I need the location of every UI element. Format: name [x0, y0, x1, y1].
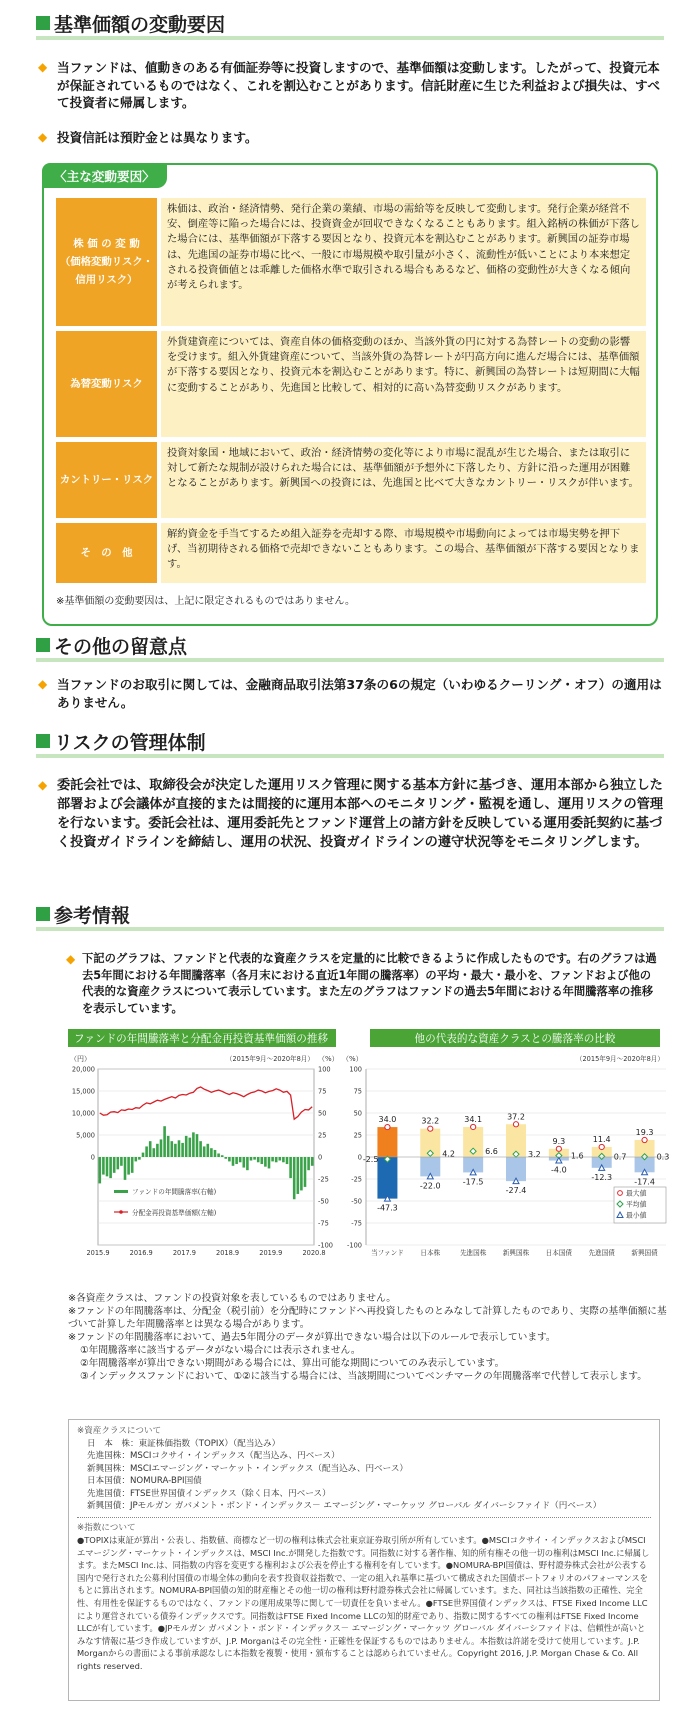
y-tick-label: 75 — [353, 1087, 362, 1096]
factor-description: 外貨建資産については、資産自体の価格変動のほか、当該外貨の円に対する為替レートの変動の影響を受けます。組入外貨建資産について、当該外貨の為替レートが円高方向に進んだ場合には、基準価額が下落する要因となり、投資元本を割込むことがあります。特に、新興国の為替レートは短期間に大幅に変動することがあり、先進国と比較して、相対的に高い為替変動リスクがあります。 — [161, 331, 646, 437]
asset-item: 日 本 株：東証株価指数（TOPIX）（配当込み） — [87, 1438, 281, 1449]
label-avg: 3.2 — [528, 1150, 541, 1160]
diamond-bullet-icon: ◆ — [38, 60, 48, 74]
right-tick-label: -75 — [318, 1219, 329, 1228]
legend-bar-label: ファンドの年間騰落率(右軸) — [132, 1188, 217, 1196]
bar-annual-return — [167, 1136, 170, 1157]
reference-notes-box — [68, 1419, 660, 1701]
marker-max — [428, 1126, 433, 1131]
footnote-1: ※各資産クラスは、ファンドの投資対象を表しているものではありません。 — [68, 1293, 396, 1304]
bar-annual-return — [264, 1157, 267, 1167]
footnote-2: ※ファンドの年間騰落率は、分配金（税引前）を分配時にファンドへ再投資したものとみなして計算したものであり、実際の基準価額に基づいて計算した年間騰落率とは異なる場合があります。 — [68, 1306, 667, 1330]
section-title-reference — [36, 899, 664, 929]
bar-annual-return — [282, 1157, 285, 1162]
bar-annual-return — [214, 1150, 217, 1157]
fluctuation-paragraph-1: ◆ 当ファンドは、値動きのある有価証券等に投資しますので、基準価額は変動します。したがって、投資元本が保証されているものではなく、これを割込むことがあります。信託財産に生じた利益および損失は、すべて投資者に帰属します。 — [38, 60, 660, 110]
right-tick-label: -100 — [318, 1241, 333, 1250]
legend-max-icon — [618, 1191, 623, 1196]
section-marker-icon — [36, 734, 50, 748]
bar-annual-return — [106, 1157, 109, 1176]
label-max: 34.0 — [378, 1115, 397, 1125]
section-marker-icon — [36, 16, 50, 30]
bar-annual-return — [192, 1132, 195, 1157]
chart-period: （2015年9月～2020年8月） — [225, 1055, 314, 1063]
label-min: -17.5 — [462, 1177, 484, 1187]
category-label: 先進国債 — [588, 1249, 615, 1257]
bar-max — [377, 1127, 397, 1157]
right-tick-label: -25 — [318, 1175, 329, 1184]
reference-intro: ◆ 下記のグラフは、ファンドと代表的な資産クラスを定量的に比較できるように作成したものです。右のグラフは過去5年間における年間騰落率（各月末における直近1年間の騰落率）の平均・最大・最小を、ファンドおよび他の代表的な資産クラスについて表示しています。また左のグラフはファンドの過去5年間における年間騰落率の推移を表示しています。 — [66, 952, 657, 1015]
chart-period: （2015年9月～2020年8月） — [575, 1055, 664, 1063]
category-label: 新興国株 — [502, 1249, 530, 1257]
factor-label: 株 価 の 変 動 （価格変動リスク・ 信用リスク） — [56, 198, 157, 326]
bar-annual-return — [307, 1157, 310, 1170]
left-axis-unit: （円） — [70, 1055, 91, 1063]
legend-min-label: 最小値 — [626, 1211, 647, 1220]
section-marker-icon — [36, 638, 50, 652]
bar-annual-return — [203, 1146, 206, 1157]
category-label: 当ファンド — [371, 1249, 404, 1257]
diamond-bullet-icon: ◆ — [38, 130, 48, 144]
legend-bar-swatch — [114, 1190, 128, 1193]
y-axis-unit: （%） — [342, 1055, 363, 1063]
x-tick-label: 2015.9 — [86, 1249, 110, 1257]
bar-annual-return — [289, 1157, 292, 1178]
bar-annual-return — [297, 1157, 300, 1194]
factor-label: そ の 他 — [56, 523, 157, 583]
section-marker-icon — [36, 907, 50, 921]
x-tick-label: 2020.8 — [302, 1249, 326, 1257]
factor-description: 解約資金を手当てするため組入証券を売却する際、市場規模や市場動向によっては市場実勢を押下げ、当初期待される価格で売却できないこともあります。この場合、基準価額が下落する要因となります。 — [161, 523, 646, 583]
marker-max — [385, 1124, 390, 1129]
factor-description: 株価は、政治・経済情勢、発行企業の業績、市場の需給等を反映して変動します。発行企業が経営不安、倒産等に陥った場合には、投資資金が回収できなくなることもあります。組入銘柄の株価が下落した場合には、基準価額が下落する要因となり、投資元本を割込むことがあります。新興国の証券市場は、先進国の証券市場に比べ、一般に市場規模や取引量が小さく、流動性が低いことにより本来想定される投資価値とは乖離した価格水準で取引される場合もあるなど、価格の変動性が大きくなる傾向が考えられます。 — [161, 198, 646, 326]
label-avg: -2.5 — [362, 1155, 379, 1165]
bar-annual-return — [225, 1157, 228, 1159]
category-label: 日本株 — [420, 1249, 441, 1257]
asset-class-heading: ※資産クラスについて — [77, 1426, 162, 1436]
section-title-risk — [36, 726, 664, 756]
label-min: -27.4 — [505, 1186, 527, 1196]
bar-annual-return — [142, 1153, 145, 1157]
label-min: -47.3 — [377, 1203, 398, 1213]
factor-row-stock — [56, 198, 646, 326]
footnote-3: ※ファンドの年間騰落率において、過去5年間分のデータが算出できない場合は以下のルールで表示しています。 — [68, 1332, 556, 1343]
index-text: ●TOPIXは東証が算出・公表し、指数値、商標など一切の権利は株式会社東京証券取引所が所有しています。●MSCIコクサイ・インデックスおよびMSCIエマージング・マーケット・インデックスは、MSCI Inc.が開発した指数です。同指数に対する著作権、知的所有権その他一切の権利はMSCI Inc.に帰属します。またMSCI Inc.は、同指数の内容を変更する権利および公表を停止する権利を有しています。●NOMURA-BPI国債は、野村證券株式会社が公表する国内で発行された公募利付国債の市場全体の動向を表す投資収益指数で、一定の組入れ基準に基づいて構成された国債ポートフォリオのパフォーマンスをもとに算出されます。NOMURA-BPI国債の知的財産権とその他一切の権利は野村證券株式会社に帰属しています。また、同社は当該指数の正確性、完全性、有用性を保証するものではなく、ファンドの運用成果等に関して一切責任を負いません。●FTSE世界国債インデックスは、FTSE Fixed Income LLCにより運営されている債券インデックスです。同指数はFTSE Fixed Income LLCの知的財産であり、指数に関するすべての権利はFTSE Fixed Income LLCが有しています。●JPモルガン ガバメント・ボンド・インデックス－ エマージング・マーケッツ グローバル ダイバーシファイドは、信頼性が高いとみなす情報に基づき作成していますが、J.P. Morganはその完全性・正確性を保証するものではありません。本指数は許諾を受けて使用しています。J.P. Morganからの書面による事前承認なしに本指数を複製・使用・頒布することは認められていません。Copyright 2016, J.P. Morgan Chase & Co. All rights reserved. — [77, 1535, 650, 1671]
right-tick-label: 0 — [318, 1153, 323, 1162]
bar-annual-return — [268, 1157, 271, 1168]
left-tick-label: 0 — [90, 1153, 95, 1162]
bar-annual-return — [109, 1157, 112, 1178]
main-factors-box — [42, 163, 658, 626]
left-chart — [68, 1049, 344, 1281]
marker-max — [599, 1144, 604, 1149]
label-min: -17.4 — [634, 1177, 655, 1187]
bar-annual-return — [156, 1144, 159, 1157]
section-title-text: 基準価額の変動要因 — [54, 13, 226, 36]
bar-annual-return — [120, 1157, 123, 1166]
bar-annual-return — [99, 1157, 102, 1183]
label-avg: 6.6 — [485, 1147, 498, 1157]
footnote-4: ①年間騰落率に該当するデータがない場合には表示されません。 — [80, 1345, 361, 1356]
section-title-text: 参考情報 — [54, 904, 131, 927]
left-tick-label: 10,000 — [71, 1109, 95, 1118]
y-tick-label: 50 — [353, 1109, 362, 1118]
bar-annual-return — [102, 1157, 105, 1175]
bar-annual-return — [228, 1157, 231, 1161]
section-title-fluctuation — [36, 8, 664, 38]
index-heading: ※指数について — [77, 1522, 136, 1533]
marker-max — [642, 1137, 647, 1142]
bar-annual-return — [261, 1157, 264, 1164]
bar-annual-return — [117, 1157, 120, 1169]
y-tick-label: -25 — [351, 1175, 362, 1184]
bar-min — [377, 1157, 397, 1199]
factor-row-other — [56, 523, 646, 583]
category-label: 先進国株 — [459, 1249, 487, 1257]
bar-annual-return — [293, 1157, 296, 1199]
footnote-6: ③インデックスファンドにおいて、①②に該当する場合には、当該期間についてベンチマークの年間騰落率で代替して表示します。 — [80, 1371, 647, 1382]
section-title-text: リスクの管理体制 — [54, 731, 206, 754]
label-avg: 4.2 — [442, 1149, 456, 1159]
bar-annual-return — [300, 1157, 303, 1190]
right-axis-unit: （%） — [318, 1055, 339, 1063]
bar-annual-return — [239, 1157, 242, 1162]
factor-label: カントリー・リスク — [56, 442, 157, 518]
bar-annual-return — [181, 1143, 184, 1157]
bar-annual-return — [279, 1157, 282, 1161]
section-title-text: その他の留意点 — [54, 635, 188, 658]
label-avg: 1.6 — [570, 1151, 584, 1161]
label-min: -4.0 — [551, 1165, 567, 1175]
bar-annual-return — [138, 1157, 141, 1160]
right-chart-title: 他の代表的な資産クラスとの騰落率の比較 — [370, 1029, 660, 1047]
legend-max-label: 最大値 — [626, 1189, 647, 1198]
bar-annual-return — [131, 1157, 134, 1173]
bar-annual-return — [257, 1157, 260, 1162]
legend-line-marker — [119, 1210, 123, 1214]
footnote-5: ②年間騰落率が算出できない期間がある場合には、算出可能な期間についてのみ表示しています。 — [80, 1358, 505, 1369]
right-chart — [340, 1049, 668, 1281]
factor-description: 投資対象国・地域において、政治・経済情勢の変化等により市場に混乱が生じた場合、または取引に対して新たな規制が設けられた場合には、基準価額が予想外に下落したり、方針に沿った運用が困難となることがあります。新興国への投資には、先進国と比べて大きなカントリー・リスクが伴います。 — [161, 442, 646, 518]
x-tick-label: 2016.9 — [129, 1249, 153, 1257]
bar-annual-return — [189, 1138, 192, 1157]
right-tick-label: 50 — [318, 1109, 327, 1118]
bar-annual-return — [232, 1157, 235, 1166]
x-tick-label: 2017.9 — [172, 1249, 196, 1257]
fluctuation-paragraph-2: ◆ 投資信託は預貯金とは異なります。 — [38, 130, 258, 145]
label-max: 19.3 — [635, 1128, 654, 1138]
legend-line-label: 分配金再投資基準価額(左軸) — [132, 1209, 217, 1217]
bar-annual-return — [221, 1155, 224, 1157]
marker-max — [513, 1122, 518, 1127]
left-tick-label: 5,000 — [76, 1131, 95, 1140]
bar-annual-return — [145, 1146, 148, 1157]
bar-annual-return — [163, 1126, 166, 1157]
category-label: 日本国債 — [545, 1249, 573, 1257]
label-max: 32.2 — [421, 1116, 440, 1126]
bar-annual-return — [304, 1157, 307, 1187]
label-avg: 0.7 — [613, 1152, 627, 1162]
bar-annual-return — [171, 1141, 174, 1157]
bar-annual-return — [253, 1157, 256, 1160]
right-tick-label: 25 — [318, 1131, 327, 1140]
left-tick-label: 15,000 — [71, 1087, 95, 1096]
x-tick-label: 2019.9 — [259, 1249, 283, 1257]
y-tick-label: 25 — [353, 1131, 362, 1140]
section-title-other — [36, 630, 664, 660]
right-tick-label: 75 — [318, 1087, 327, 1096]
asset-item: 新興国債：JPモルガン ガバメント・ボンド・インデックス－ エマージング・マーケッツ グローバル ダイバーシファイド（円ベース） — [87, 1501, 602, 1511]
diamond-bullet-icon: ◆ — [38, 677, 48, 691]
asset-item: 日本国債：NOMURA-BPI国債 — [87, 1476, 202, 1486]
label-avg: 0.3 — [656, 1152, 670, 1162]
bar-annual-return — [311, 1157, 314, 1166]
asset-item: 新興国株：MSCIエマージング・マーケット・インデックス（配当込み、円ベース） — [87, 1463, 409, 1474]
bar-annual-return — [243, 1157, 246, 1168]
y-tick-label: 0 — [357, 1153, 362, 1162]
label-min: -12.3 — [591, 1172, 613, 1182]
left-tick-label: 20,000 — [71, 1065, 95, 1074]
bar-annual-return — [113, 1157, 116, 1173]
bar-annual-return — [124, 1157, 127, 1180]
category-label: 新興国債 — [631, 1249, 658, 1257]
left-chart-title: ファンドの年間騰落率と分配金再投資基準価額の推移 — [68, 1029, 336, 1047]
bar-annual-return — [160, 1139, 163, 1157]
label-min: -22.0 — [419, 1181, 441, 1191]
factor-row-country — [56, 442, 646, 518]
bar-annual-return — [207, 1144, 210, 1157]
y-tick-label: -75 — [351, 1219, 362, 1228]
marker-max — [556, 1146, 561, 1151]
bar-annual-return — [149, 1141, 152, 1157]
asset-item: 先進国株：MSCIコクサイ・インデックス（配当込み、円ベース） — [87, 1451, 340, 1461]
bar-annual-return — [178, 1140, 181, 1157]
bar-annual-return — [217, 1153, 220, 1157]
x-tick-label: 2018.9 — [216, 1249, 240, 1257]
risk-paragraph: ◆ 委託会社では、取締役会が決定した運用リスク管理に関する基本方針に基づき、運用本部から独立した部署および会議体が直接的または間接的に運用本部へのモニタリング・監視を通し、運用リスクの管理を行ないます。委託会社は、運用委託先とファンド運営上の諸方針を反映している運用委託契約に基づく投資ガイドラインを締結し、運用の状況、投資ガイドラインの遵守状況等をモニタリングします。 — [38, 778, 664, 850]
bar-annual-return — [286, 1157, 289, 1164]
diamond-bullet-icon: ◆ — [38, 778, 48, 792]
box-note: ※基準価額の変動要因は、上記に限定されるものではありません。 — [56, 596, 355, 607]
bar-annual-return — [135, 1157, 138, 1161]
factor-label: 為替変動リスク — [56, 331, 157, 437]
label-max: 37.2 — [507, 1112, 525, 1122]
marker-max — [471, 1124, 476, 1129]
right-tick-label: 100 — [318, 1065, 331, 1074]
bar-annual-return — [174, 1144, 177, 1157]
right-tick-label: -50 — [318, 1197, 329, 1206]
label-max: 34.1 — [464, 1114, 483, 1124]
y-tick-label: 100 — [349, 1065, 362, 1074]
bar-annual-return — [196, 1134, 199, 1157]
bar-annual-return — [275, 1157, 278, 1162]
bar-annual-return — [210, 1148, 213, 1157]
bar-annual-return — [153, 1148, 156, 1157]
y-tick-label: -50 — [351, 1197, 362, 1206]
other-paragraph: ◆ 当ファンドのお取引に関しては、金融商品取引法第37条の6の規定（いわゆるクーリング・オフ）の適用はありません。 — [38, 677, 662, 710]
bar-annual-return — [246, 1157, 249, 1170]
bar-annual-return — [271, 1157, 274, 1161]
bar-annual-return — [199, 1141, 202, 1157]
y-tick-label: -100 — [347, 1241, 362, 1250]
bar-annual-return — [235, 1157, 238, 1164]
asset-item: 先進国債：FTSE世界国債インデックス（除く日本、円ベース） — [87, 1488, 331, 1499]
main-factors-tab: 〈主な変動要因〉 — [42, 163, 167, 188]
label-max: 9.3 — [552, 1136, 566, 1146]
factor-row-fx — [56, 331, 646, 437]
label-max: 11.4 — [592, 1134, 611, 1144]
diamond-bullet-icon: ◆ — [66, 952, 76, 966]
bar-annual-return — [250, 1157, 253, 1161]
legend-avg-label: 平均値 — [626, 1200, 647, 1209]
bar-annual-return — [127, 1157, 130, 1175]
bar-annual-return — [185, 1136, 188, 1157]
